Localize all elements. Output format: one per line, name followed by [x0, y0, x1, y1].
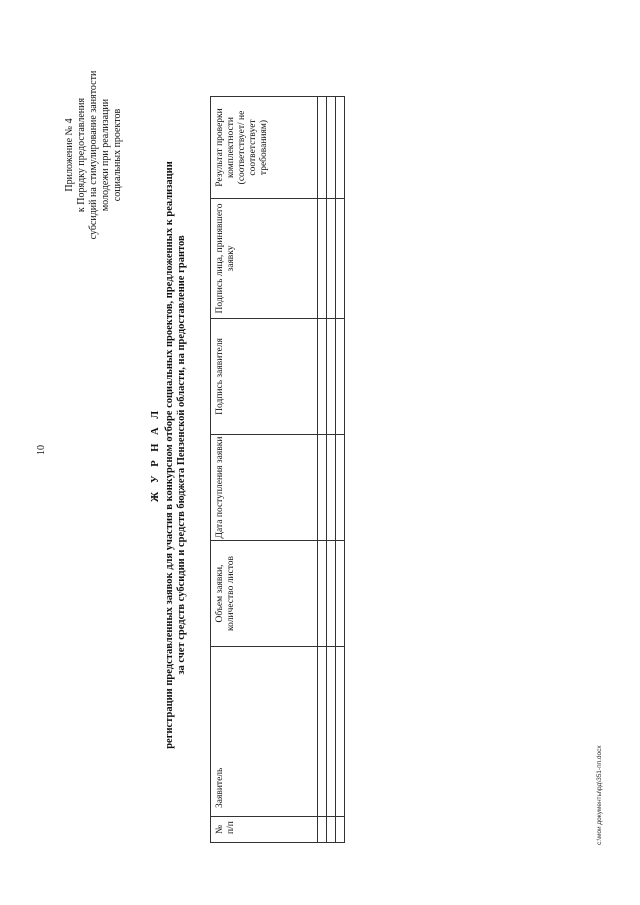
document-title	[150, 45, 189, 865]
title-main: Ж У Р Н А Л	[150, 407, 161, 503]
table-cell	[318, 647, 327, 817]
file-path-footer: c:\мои документы\рд\351-пп.docx	[596, 745, 603, 845]
table-cell	[327, 199, 336, 319]
table-row	[327, 97, 336, 843]
table-row	[336, 97, 345, 843]
title-line: регистрации представленных заявок для участия в конкурсном отборе социальных проектов, предложенных к реализации	[163, 161, 175, 749]
header-applicant: Заявитель	[211, 647, 318, 817]
table-cell	[327, 319, 336, 435]
header-number: № п/п	[211, 817, 318, 843]
table-cell	[336, 435, 345, 541]
table-cell	[318, 319, 327, 435]
header-check-result: Результат проверки комплектности (соответствует/ не соответствует требованиям)	[211, 97, 318, 199]
table-header-row	[211, 97, 318, 843]
table-cell	[318, 435, 327, 541]
header-volume: Объем заявки, количество листов	[211, 541, 318, 647]
table-cell	[336, 541, 345, 647]
appendix-line: к Порядку предоставления	[76, 97, 87, 213]
appendix-line: молодежи при реализации	[100, 98, 111, 212]
table-cell	[327, 817, 336, 843]
table-cell	[318, 541, 327, 647]
table-cell	[327, 97, 336, 199]
header-applicant-signature: Подпись заявителя	[211, 319, 318, 435]
appendix-line: социальных проектов	[112, 108, 123, 202]
page-number: 10	[36, 445, 47, 455]
table-cell	[318, 817, 327, 843]
table-row	[318, 97, 327, 843]
table-cell	[327, 647, 336, 817]
table-cell	[327, 435, 336, 541]
appendix-note	[64, 45, 124, 265]
header-receiver-signature: Подпись лица, принявшего заявку	[211, 199, 318, 319]
header-date: Дата поступления заявки	[211, 435, 318, 541]
table-cell	[318, 199, 327, 319]
table-cell	[318, 97, 327, 199]
table-cell	[327, 541, 336, 647]
registration-table	[210, 96, 345, 843]
title-line: за счет средств субсидии и средств бюджета Пензенской области, на предоставление грантов	[176, 235, 187, 675]
table-cell	[336, 817, 345, 843]
appendix-line: субсидий на стимулирование занятости	[88, 70, 99, 240]
table-cell	[336, 647, 345, 817]
table-cell	[336, 319, 345, 435]
table-cell	[336, 97, 345, 199]
appendix-line: Приложение № 4	[64, 118, 75, 192]
table-cell	[336, 199, 345, 319]
